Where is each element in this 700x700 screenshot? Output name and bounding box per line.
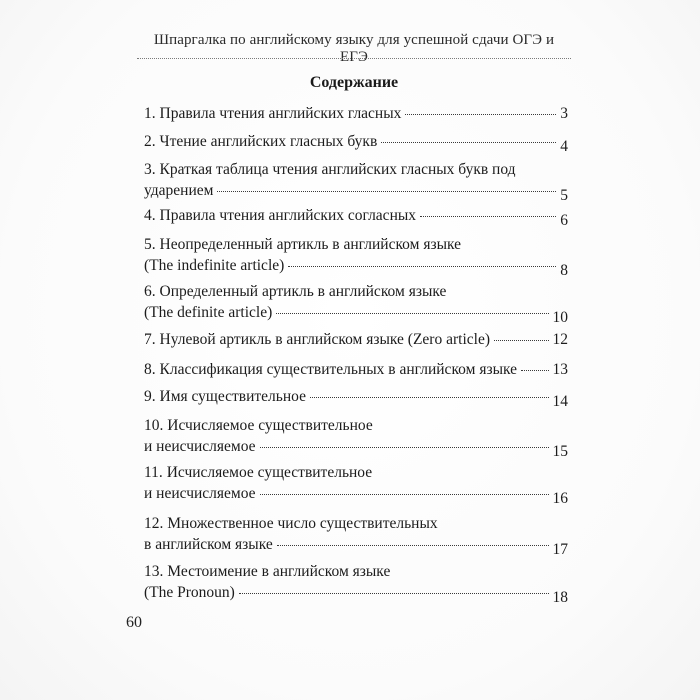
toc-entry-continuation: в английском языке — [144, 536, 273, 553]
toc-entry-text: 10. Исчисляемое существительное — [144, 417, 373, 434]
leader-dots — [288, 266, 556, 267]
toc-entry[interactable] — [144, 561, 568, 606]
leader-dots — [420, 216, 556, 217]
toc-entry[interactable] — [144, 281, 568, 326]
toc-entry-continuation: (The indefinite article) — [144, 257, 285, 274]
toc-entry-text: 6. Определенный артикль в английском языке — [144, 283, 447, 300]
toc-entry-page: 16 — [552, 490, 568, 507]
leader-dots — [217, 191, 556, 192]
toc-entry[interactable] — [144, 103, 568, 124]
toc-entry-text: 2. Чтение английских гласных букв — [144, 133, 378, 150]
leader-dots — [494, 340, 549, 341]
leader-dots — [277, 545, 549, 546]
toc-entry-page: 12 — [552, 331, 568, 348]
toc-entry-text: 11. Исчисляемое существительное — [144, 464, 373, 481]
toc-entry-continuation: (The definite article) — [144, 304, 273, 321]
toc-entry[interactable] — [144, 234, 568, 279]
toc-entry-page: 5 — [560, 187, 568, 204]
toc-entry-text: 9. Имя существительное — [144, 388, 306, 405]
toc-entry-page: 8 — [560, 262, 568, 279]
toc-entry-text: 3. Краткая таблица чтения английских гласных букв под — [144, 161, 516, 178]
leader-dots — [260, 447, 549, 448]
toc-title: Содержание — [309, 74, 399, 91]
running-header: Шпаргалка по английскому языку для успешной сдачи ОГЭ и ЕГЭ — [153, 32, 555, 65]
toc-entry-page: 6 — [560, 212, 568, 229]
toc-entry[interactable] — [144, 359, 568, 380]
toc-entry-continuation: и неисчисляемое — [144, 438, 256, 455]
toc-entry[interactable] — [144, 415, 568, 460]
toc-entry[interactable] — [144, 386, 568, 410]
toc-entry[interactable] — [144, 329, 568, 350]
page-number: 60 — [126, 614, 142, 631]
toc-entry-page: 10 — [552, 309, 568, 326]
leader-dots — [260, 494, 549, 495]
toc-entry-continuation: ударением — [144, 182, 214, 199]
toc-entry-text: 13. Местоимение в английском языке — [144, 563, 391, 580]
toc-entry-text: 12. Множественное число существительных — [144, 515, 438, 532]
leader-dots — [239, 593, 549, 594]
leader-dots — [381, 142, 556, 143]
toc-entry-text: 1. Правила чтения английских гласных — [144, 105, 402, 122]
toc-entry-page: 4 — [560, 138, 568, 155]
toc-entry[interactable] — [144, 131, 568, 155]
leader-dots — [405, 114, 556, 115]
toc-entry-text: 4. Правила чтения английских согласных — [144, 207, 417, 224]
toc-entry-page: 14 — [552, 393, 568, 410]
toc-entry-text: 7. Нулевой артикль в английском языке (Zero article) — [144, 331, 490, 348]
toc-entry-continuation: и неисчисляемое — [144, 485, 256, 502]
leader-dots — [521, 370, 548, 371]
toc-entry-page: 15 — [552, 443, 568, 460]
toc-entry[interactable] — [144, 513, 568, 558]
toc-entry-page: 17 — [552, 541, 568, 558]
leader-dots — [276, 313, 548, 314]
toc-entry-page: 13 — [552, 361, 568, 378]
toc-entry-text: 8. Классификация существительных в английском языке — [144, 361, 518, 378]
toc-entry[interactable] — [144, 205, 568, 229]
toc-entry-continuation: (The Pronoun) — [144, 584, 235, 601]
toc-entry[interactable] — [144, 159, 568, 204]
toc-entry-text: 5. Неопределенный артикль в английском языке — [144, 236, 462, 253]
leader-dots — [310, 397, 549, 398]
toc-entry[interactable] — [144, 462, 568, 507]
toc-entry-page: 18 — [552, 589, 568, 606]
toc-entry-page: 3 — [560, 105, 568, 122]
